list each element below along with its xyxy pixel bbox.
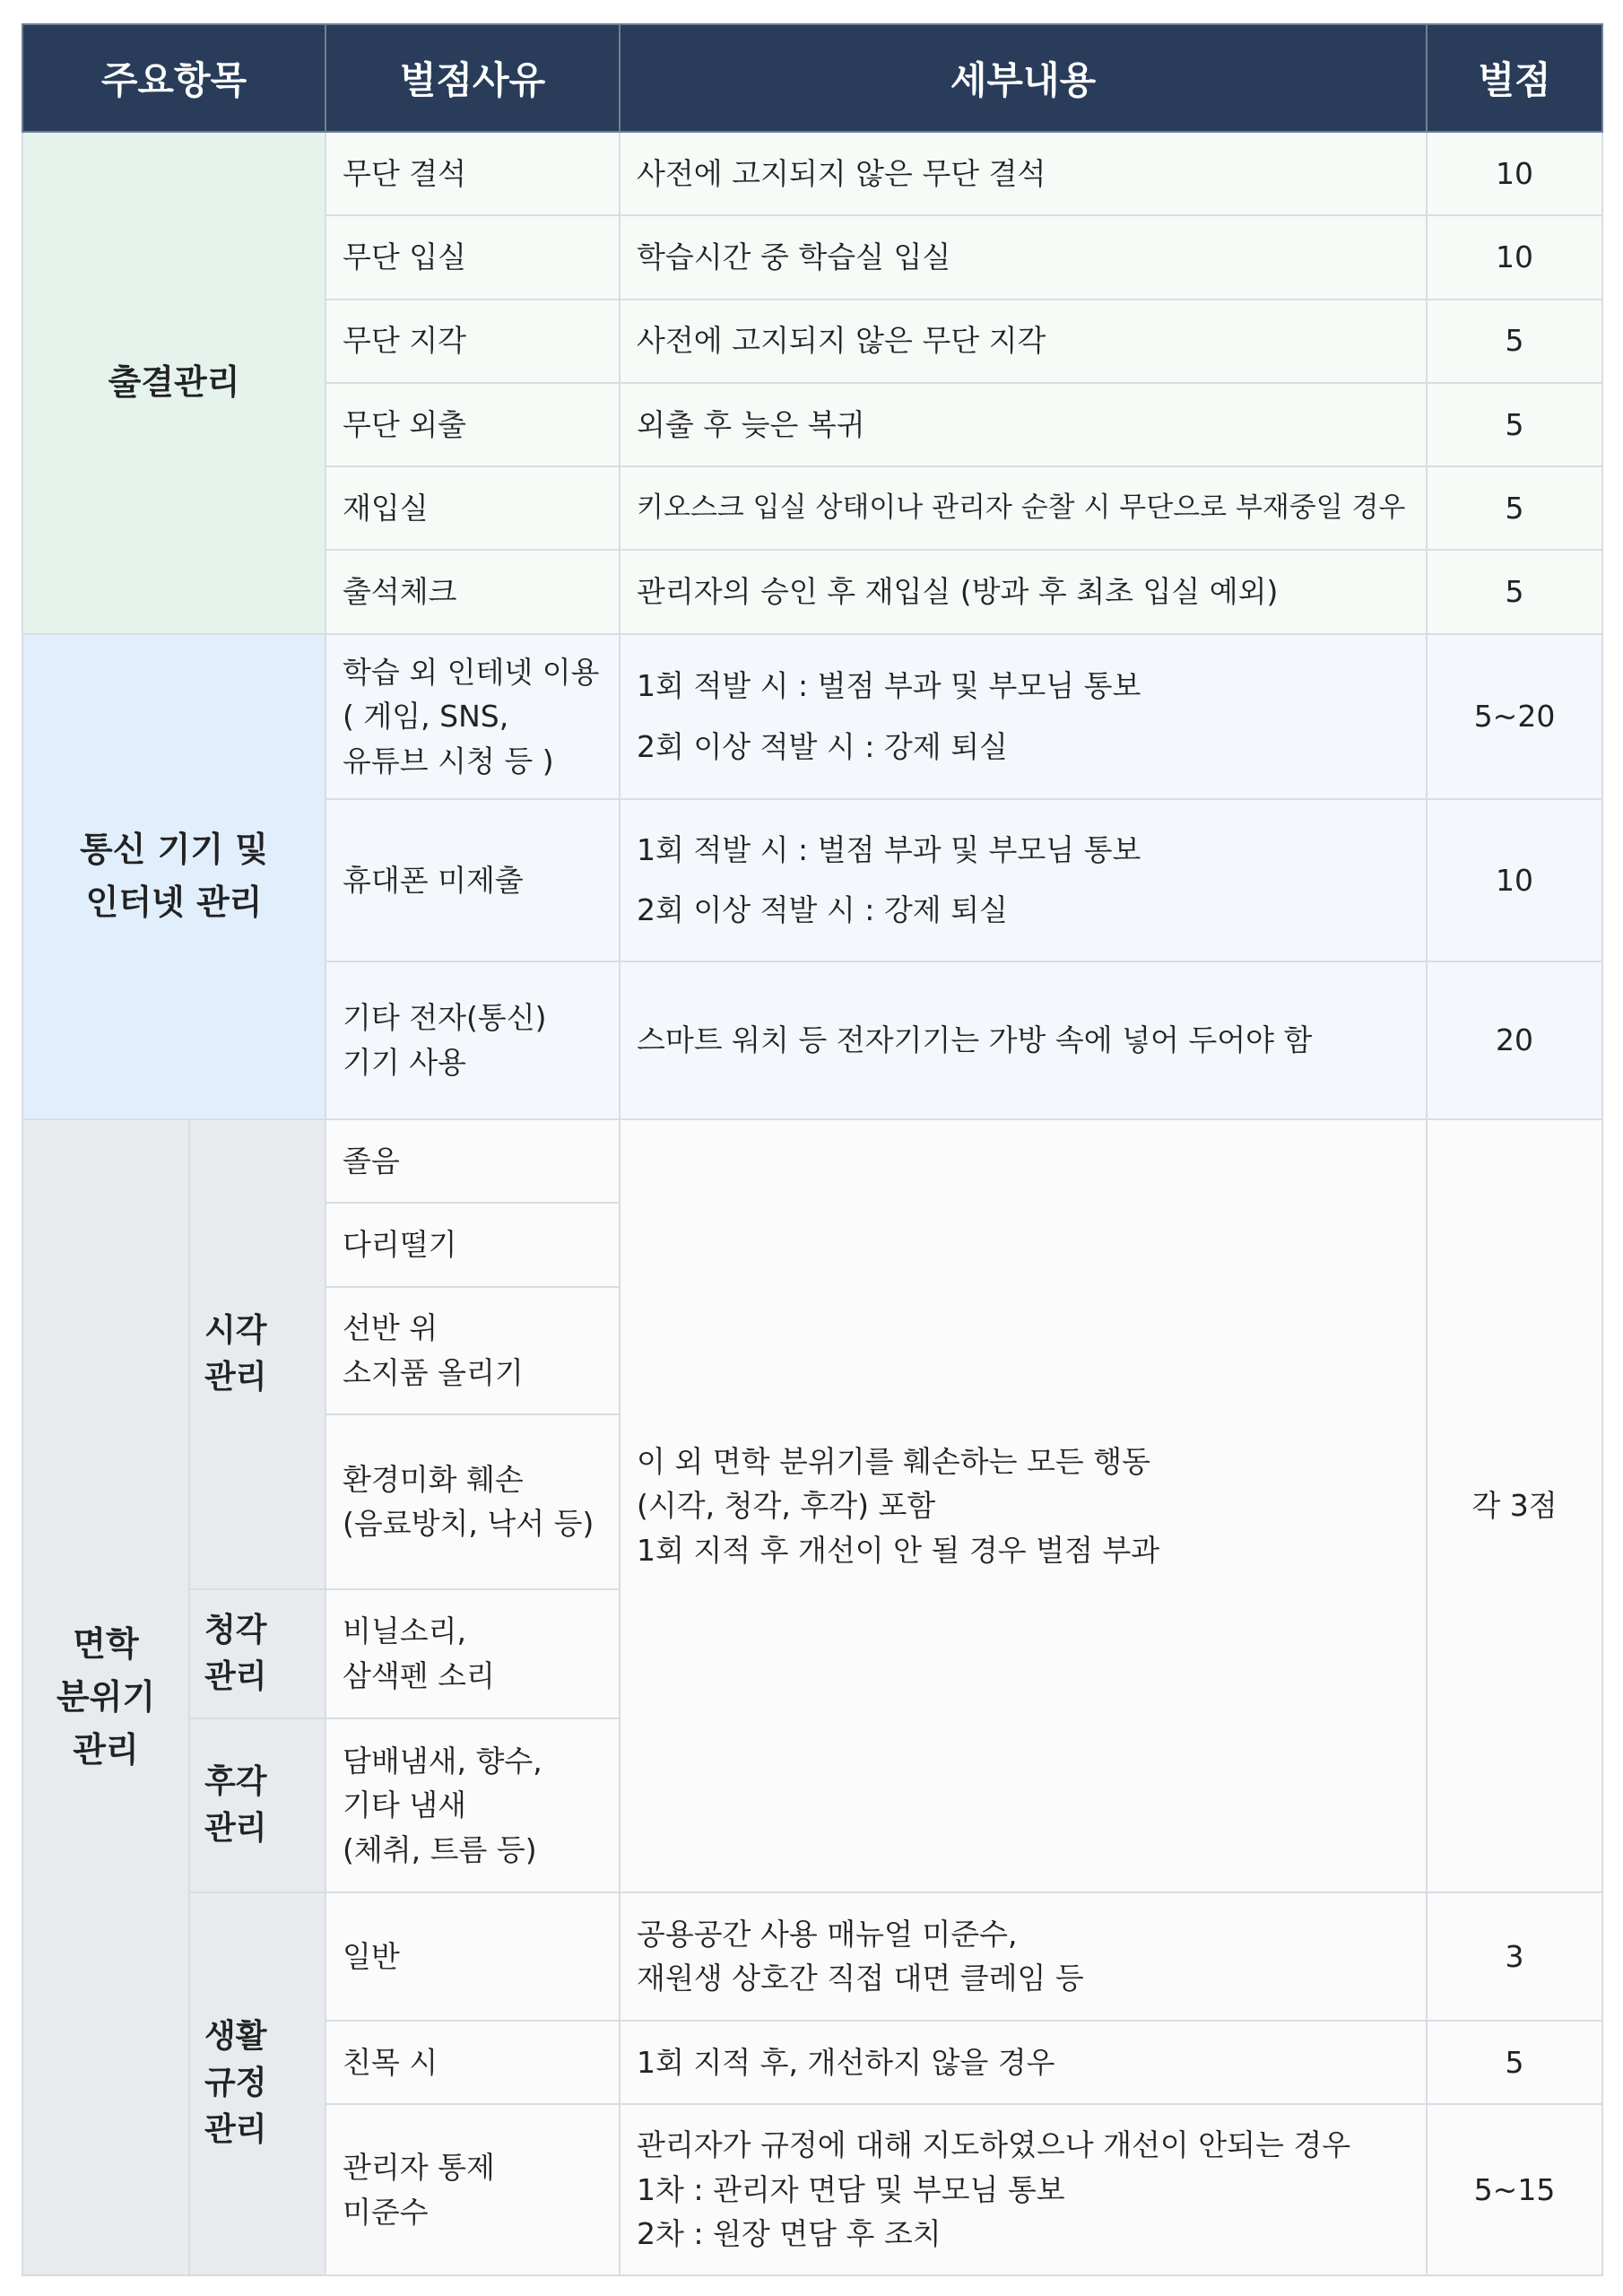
header-reason: 벌점사유: [325, 24, 620, 132]
sub-category-auditory: [189, 1589, 325, 1718]
reason-text: 기타 전자(통신) 기기 사용: [343, 1000, 547, 1080]
points-cell: 10: [1427, 215, 1602, 299]
detail-line: 1회 적발 시 : 벌점 부과 및 부모님 통보: [637, 831, 1141, 867]
category-attendance: 출결관리: [22, 132, 325, 634]
detail-cell: [620, 2104, 1427, 2275]
header-row: [22, 24, 1602, 132]
points-cell: 5: [1427, 2021, 1602, 2104]
reason-text: 환경미화 훼손 (음료방치, 낙서 등): [343, 1461, 595, 1542]
reason-cell: 친목 시: [325, 2021, 620, 2104]
reason-text: 관리자 통제 미준수: [343, 2150, 495, 2230]
sub-category-olfactory: [189, 1718, 325, 1892]
table-row: [22, 132, 1602, 215]
detail-cell: [620, 1892, 1427, 2021]
detail-cell: 키오스크 입실 상태이나 관리자 순찰 시 무단으로 부재중일 경우: [620, 466, 1427, 550]
reason-cell: 무단 지각: [325, 300, 620, 383]
table-row: [22, 1892, 1602, 2021]
reason-cell: 무단 결석: [325, 132, 620, 215]
detail-cell: 사전에 고지되지 않은 무단 지각: [620, 300, 1427, 383]
header-category: 주요항목: [22, 24, 325, 132]
reason-cell: 출석체크: [325, 550, 620, 633]
detail-cell: 스마트 워치 등 전자기기는 가방 속에 넣어 두어야 함: [620, 961, 1427, 1120]
reason-cell: 다리떨기: [325, 1203, 620, 1286]
reason-cell: 일반: [325, 1892, 620, 2021]
detail-cell: [620, 634, 1427, 800]
reason-text: 비닐소리, 삼색펜 소리: [343, 1613, 495, 1693]
reason-cell: [325, 1414, 620, 1589]
detail-text: 관리자가 규정에 대해 지도하였으나 개선이 안되는 경우 1차 : 관리자 면담 및 부모님 통보 2차 : 원장 면담 후 조치: [637, 2127, 1351, 2252]
reason-text: 담배냄새, 향수, 기타 냄새 (체취, 트름 등): [343, 1743, 542, 1867]
shared-points-cell: 각 3점: [1427, 1119, 1602, 1892]
points-cell: 20: [1427, 961, 1602, 1120]
category-devices-label: 통신 기기 및 인터넷 관리: [80, 830, 268, 923]
header-points: 벌점: [1427, 24, 1602, 132]
sub-category-visual: [189, 1119, 325, 1589]
sub-category-life-rules: [189, 1892, 325, 2275]
sub-category-label: 청각 관리: [204, 1611, 267, 1695]
detail-cell: 사전에 고지되지 않은 무단 결석: [620, 132, 1427, 215]
detail-line: 2회 이상 적발 시 : 강제 퇴실: [637, 728, 1008, 764]
detail-line: 1회 적발 시 : 벌점 부과 및 부모님 통보: [637, 668, 1141, 704]
reason-cell: 휴대폰 미제출: [325, 799, 620, 961]
table-row: [22, 1119, 1602, 1203]
reason-cell: 무단 입실: [325, 215, 620, 299]
reason-cell: [325, 1718, 620, 1892]
reason-cell: [325, 2104, 620, 2275]
penalty-table: [22, 23, 1603, 2276]
reason-text: 선반 위 소지품 올리기: [343, 1310, 524, 1390]
detail-cell: 1회 지적 후, 개선하지 않을 경우: [620, 2021, 1427, 2104]
points-cell: 5~20: [1427, 634, 1602, 800]
header-detail: 세부내용: [620, 24, 1427, 132]
points-cell: 5: [1427, 466, 1602, 550]
points-cell: 5~15: [1427, 2104, 1602, 2275]
points-cell: 10: [1427, 132, 1602, 215]
sub-category-label: 생활 규정 관리: [204, 2018, 267, 2149]
points-cell: 10: [1427, 799, 1602, 961]
reason-text: 학습 외 인테넷 이용 ( 게임, SNS, 유튜브 시청 등 ): [343, 654, 600, 778]
reason-cell: 졸음: [325, 1119, 620, 1203]
sub-category-label: 시각 관리: [204, 1311, 267, 1396]
detail-cell: 관리자의 승인 후 재입실 (방과 후 최초 입실 예외): [620, 550, 1427, 633]
detail-cell: 외출 후 늦은 복귀: [620, 383, 1427, 466]
table-row: [22, 634, 1602, 800]
shared-detail-cell: [620, 1119, 1427, 1892]
reason-cell: [325, 961, 620, 1120]
reason-cell: 무단 외출: [325, 383, 620, 466]
detail-text: 공용공간 사용 매뉴얼 미준수, 재원생 상호간 직접 대면 클레임 등: [637, 1916, 1084, 1996]
points-cell: 3: [1427, 1892, 1602, 2021]
points-cell: 5: [1427, 300, 1602, 383]
points-cell: 5: [1427, 550, 1602, 633]
category-study-label: 면학 분위기 관리: [56, 1624, 156, 1770]
category-devices: [22, 634, 325, 1120]
reason-cell: [325, 1287, 620, 1414]
detail-cell: 학습시간 중 학습실 입실: [620, 215, 1427, 299]
detail-line: 2회 이상 적발 시 : 강제 퇴실: [637, 892, 1008, 928]
shared-detail-text: 이 외 면학 분위기를 훼손하는 모든 행동 (시각, 청각, 후각) 포함 1회 지적 후 개선이 안 될 경우 벌점 부과: [637, 1443, 1160, 1568]
sub-category-label: 후각 관리: [204, 1762, 267, 1847]
reason-cell: 재입실: [325, 466, 620, 550]
points-cell: 5: [1427, 383, 1602, 466]
reason-cell: [325, 634, 620, 800]
category-study-atmosphere: [22, 1119, 189, 2275]
reason-cell: [325, 1589, 620, 1718]
detail-cell: [620, 799, 1427, 961]
